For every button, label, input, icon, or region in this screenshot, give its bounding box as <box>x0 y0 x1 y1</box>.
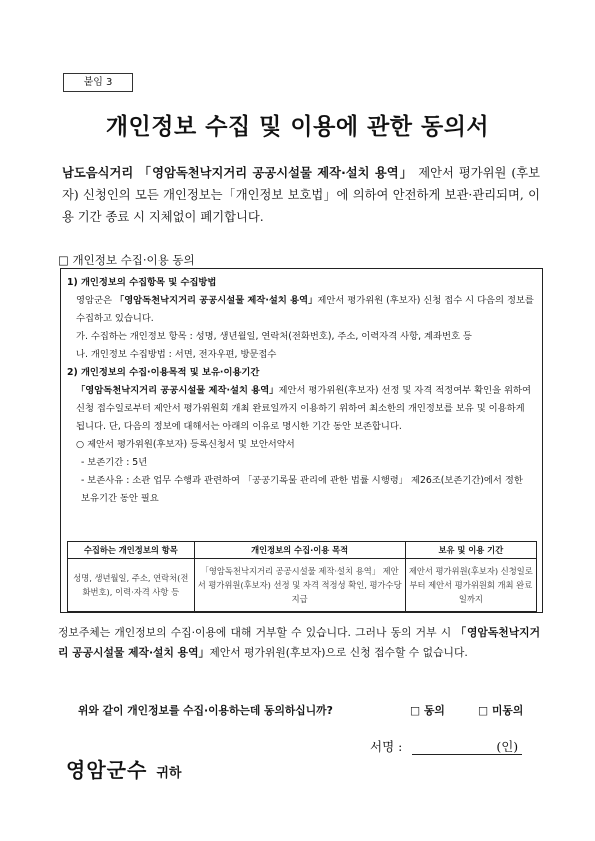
document-title: 개인정보 수집 및 이용에 관한 동의서 <box>105 114 490 140</box>
consent-details-box <box>60 268 543 613</box>
disagree-label: 미동의 <box>491 704 524 717</box>
table-header-row <box>68 542 537 559</box>
table-header: 개인정보의 수집·이용 목적 <box>194 542 405 559</box>
section2-title: 2) 개인정보의 수집·이용목적 및 보유·이용기간 <box>67 367 260 378</box>
section1-item-b: 나. 개인정보 수집방법 : 서면, 전자우편, 방문접수 <box>76 349 277 360</box>
section1-lead: 영암군은 <box>76 295 115 306</box>
refusal-notice <box>58 623 540 663</box>
retention-period: - 보존기간 : 5년 <box>81 457 148 468</box>
refusal-text-2: 제안서 평가위원(후보자)으로 신청 접수할 수 없습니다. <box>209 646 468 659</box>
signature-row <box>370 737 522 755</box>
addressee <box>66 754 182 783</box>
section-heading: □ 개인정보 수집·이용 동의 <box>58 253 195 267</box>
consent-table <box>67 541 537 612</box>
intro-text: 제안서 평가위원 (후보자) 신청인의 모든 개인정보는「개인정보 보호법」에 의하여 안전하게 보관·관리되며, 이용 기간 종료 시 지체없이 폐기합니다. <box>62 166 540 224</box>
table-header: 수집하는 개인정보의 항목 <box>68 542 195 559</box>
addressee-name: 영암군수 <box>66 758 148 782</box>
section2-project: 「영암독천낙지거리 공공시설물 제작·설치 용역」 <box>76 385 279 396</box>
refusal-text-1: 정보주체는 개인정보의 수집·이용에 대해 거부할 수 있습니다. 그러나 동의 거부 시 <box>58 626 456 639</box>
disagree-option[interactable] <box>478 703 523 718</box>
seal-label: (인) <box>496 739 519 754</box>
attachment-label: 붙임 3 <box>63 73 133 92</box>
intro-paragraph <box>62 162 540 228</box>
section1-rest: 제안서 평가위원 (후보자) 신청 접수 시 다음의 정보를 수집하고 있습니다. <box>76 295 534 324</box>
table-header: 보유 및 이용 기간 <box>405 542 536 559</box>
refusal-project: 「영암독천낙지거리 공공시설물 제작·설치 용역」 <box>58 626 540 659</box>
section2-intro <box>67 382 534 436</box>
section1-title: 1) 개인정보의 수집항목 및 수집방법 <box>67 277 217 288</box>
disagree-checkbox[interactable]: □ <box>478 704 489 717</box>
intro-project: 남도음식거리 「영암독천낙지거리 공공시설물 제작·설치 용역」 <box>62 166 414 180</box>
table-cell: 제안서 평가위원(후보자) 신청일로부터 제안서 평가위원회 개최 완료일까지 <box>405 559 536 612</box>
signature-label: 서명 : <box>370 739 403 754</box>
addressee-suffix: 귀하 <box>156 766 182 781</box>
section1-project: 「영암독천낙지거리 공공시설물 제작·설치 용역」 <box>114 295 318 306</box>
table-cell: 「영암독천낙지거리 공공시설물 제작·설치 용역」 제안서 평가위원(후보자) 선정 및 자격 적정성 확인, 평가수당 지급 <box>194 559 405 612</box>
consent-question: 위와 같이 개인정보를 수집·이용하는데 동의하십니까? <box>78 704 333 717</box>
section1-intro <box>67 292 534 328</box>
table-cell: 성명, 생년월일, 주소, 연락처(전화번호), 이력·자격 사항 등 <box>68 559 195 612</box>
agree-option[interactable] <box>410 703 445 718</box>
section1-item-a: 가. 수집하는 개인정보 항목 : 성명, 생년월일, 연락처(전화번호), 주소, 이력자격 사항, 계좌번호 등 <box>76 331 472 342</box>
retention-reason: - 보존사유 : 소관 업무 수행과 관련하여 「공공기록물 관리에 관한 법률 시행령」 제26조(보존기간)에서 정한 보유기간 동안 필요 <box>81 475 523 504</box>
section2-circle-item: ○ 제안서 평가위원(후보자) 등록신청서 및 보안서약서 <box>76 439 295 450</box>
agree-label: 동의 <box>423 704 445 717</box>
section2-rest: 제안서 평가위원(후보자) 선정 및 자격 적정여부 확인을 위하여 신청 접수일로부터 제안서 평가위원회 개최 완료일까지 이용하기 위하여 최소한의 개인정보를 보유 및 이용하게 됩니다. 단, 다음의 정보에 대해서는 아래의 이유로 명시한 기간 동안 보존합니다. <box>76 385 531 432</box>
table-row <box>68 559 537 612</box>
agree-checkbox[interactable]: □ <box>410 704 421 717</box>
